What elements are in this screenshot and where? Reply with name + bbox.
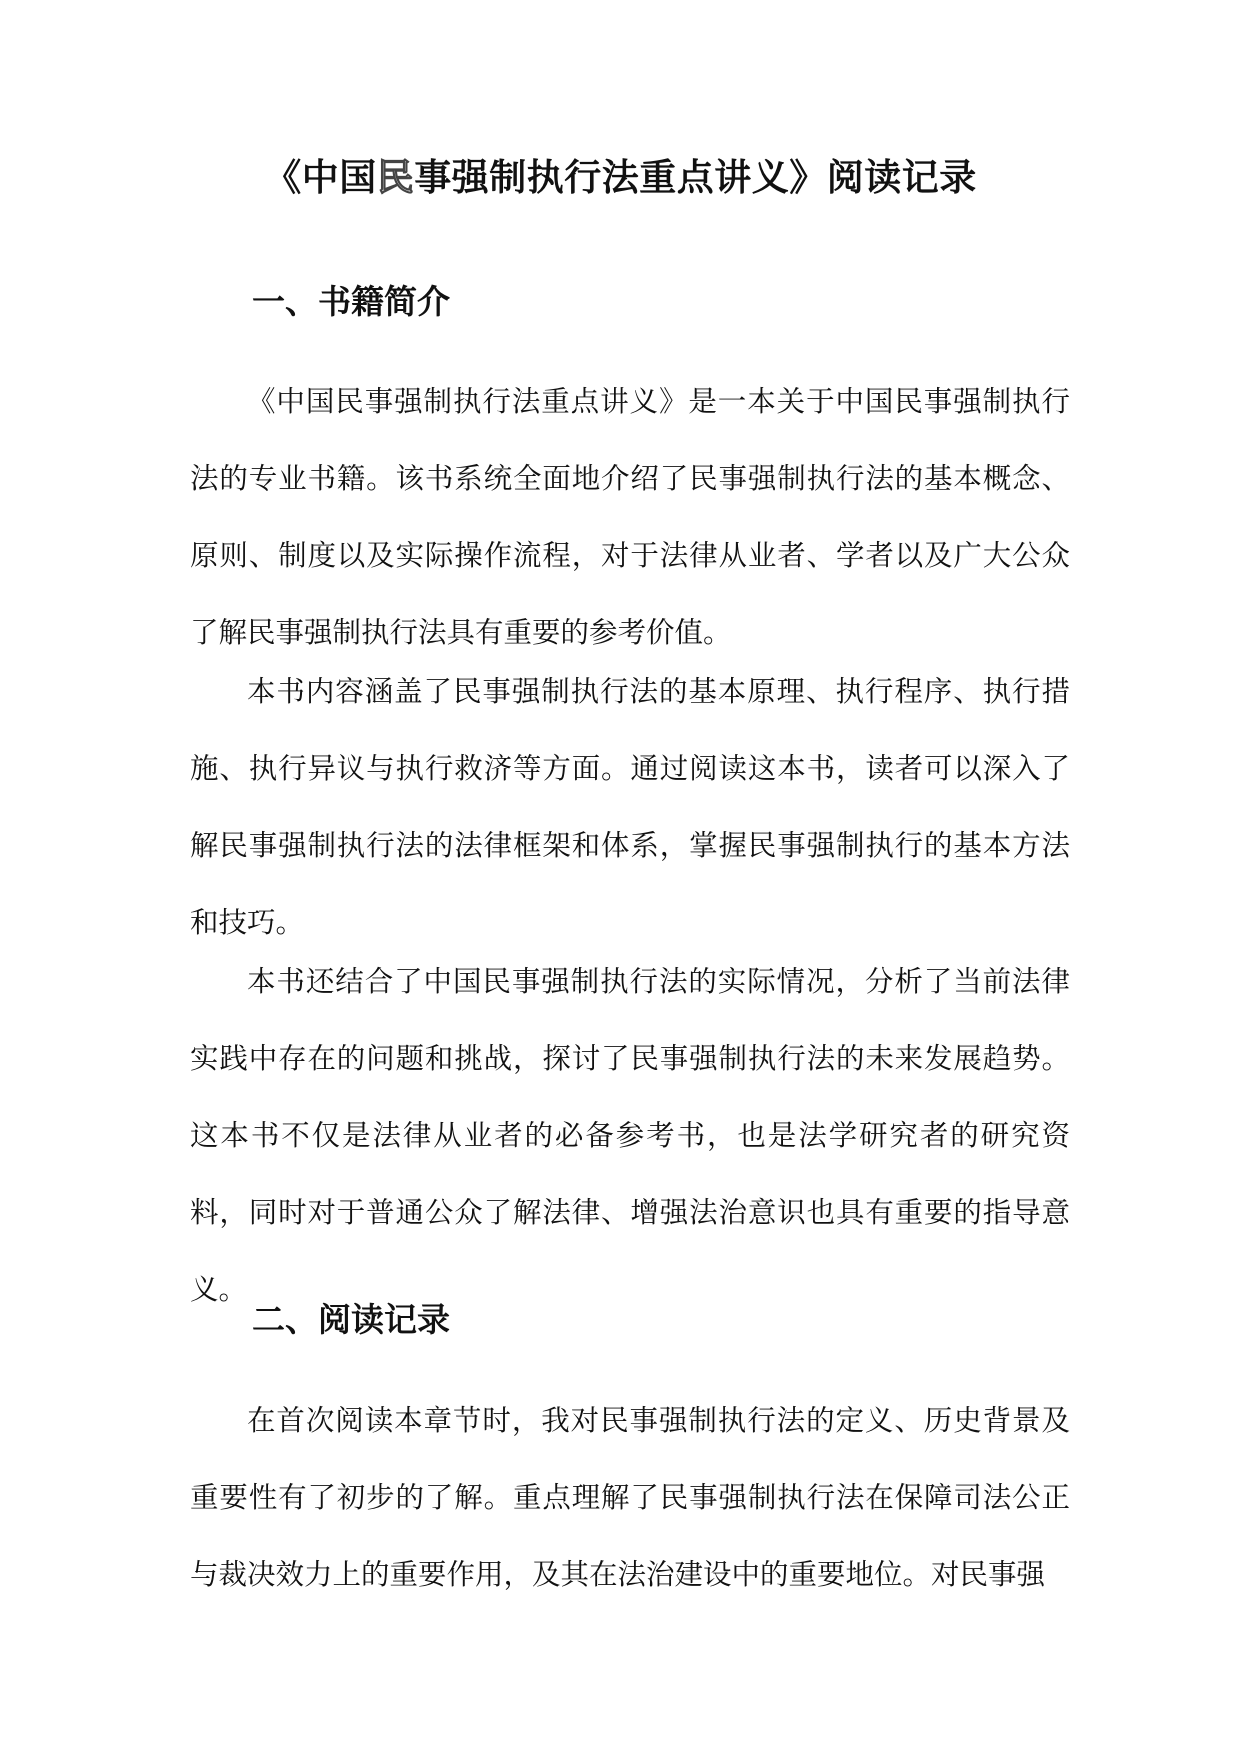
title-outlined-character: 民	[376, 156, 415, 199]
section-heading-reading-notes: 二、阅读记录	[252, 1300, 450, 1339]
document-title	[0, 150, 1241, 206]
intro-paragraph-1: 《中国民事强制执行法重点讲义》是一本关于中国民事强制执行法的专业书籍。该书系统全面地介绍了民事强制执行法的基本概念、原则、制度以及实际操作流程，对于法律从业者、学者以及广大公众了解民事强制执行法具有重要的参考价值。	[190, 385, 1070, 649]
title-text-before: 《中国	[264, 156, 377, 199]
intro-paragraph-2: 本书内容涵盖了民事强制执行法的基本原理、执行程序、执行措施、执行异议与执行救济等方面。通过阅读这本书，读者可以深入了解民事强制执行法的法律框架和体系，掌握民事强制执行的基本方法和技巧。	[190, 675, 1070, 939]
section-heading-book-intro: 一、书籍简介	[252, 282, 450, 321]
title-text-after: 事强制执行法重点讲义》阅读记录	[414, 156, 977, 199]
reading-notes-paragraph-1: 在首次阅读本章节时，我对民事强制执行法的定义、历史背景及重要性有了初步的了解。重点理解了民事强制执行法在保障司法公正与裁决效力上的重要作用，及其在法治建设中的重要地位。对民事强	[190, 1404, 1070, 1591]
intro-paragraph-3: 本书还结合了中国民事强制执行法的实际情况，分析了当前法律实践中存在的问题和挑战，探讨了民事强制执行法的未来发展趋势。这本书不仅是法律从业者的必备参考书，也是法学研究者的研究资料，同时对于普通公众了解法律、增强法治意识也具有重要的指导意义。	[190, 965, 1070, 1306]
